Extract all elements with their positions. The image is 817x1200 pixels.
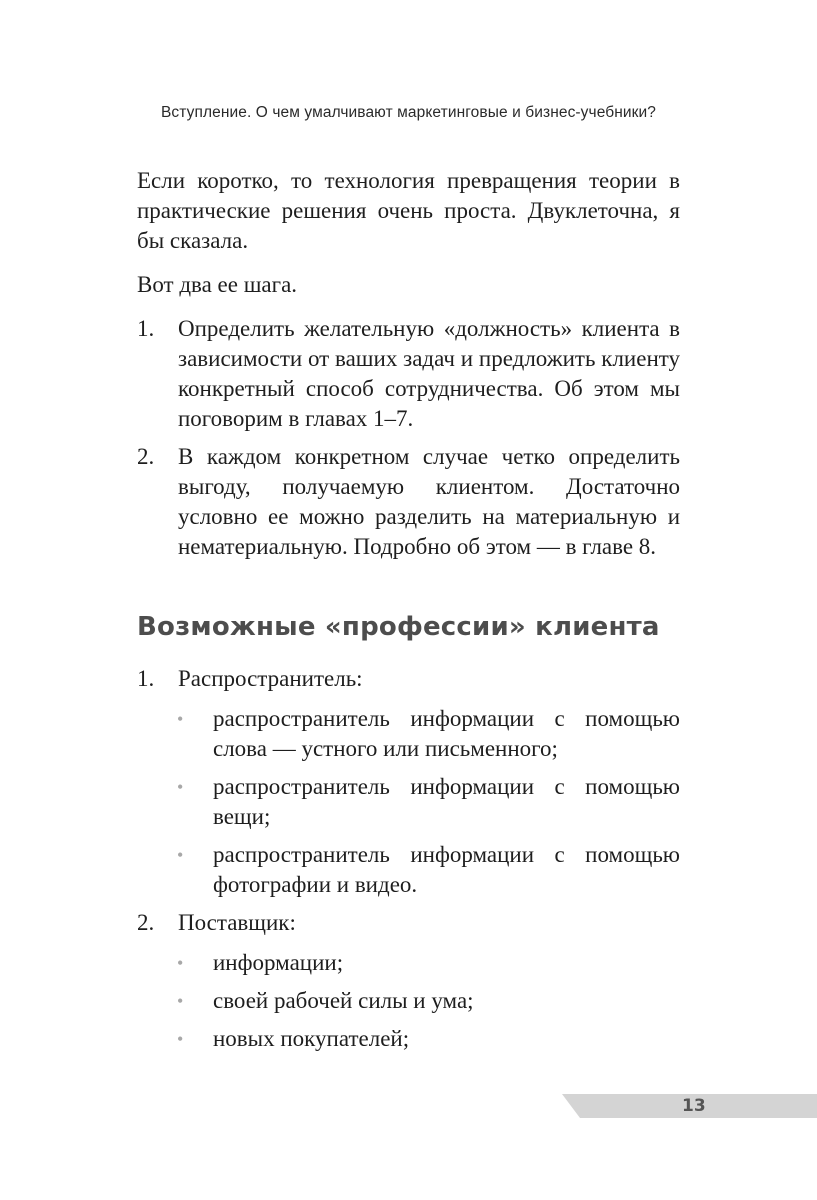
profession-number: 1. xyxy=(137,666,155,691)
bullet-dot-icon: • xyxy=(177,845,184,865)
bullet-item xyxy=(137,986,680,1016)
steps-list xyxy=(137,314,680,562)
bullet-text: распространитель информации с помощью слова — устного или письменного; xyxy=(213,706,680,761)
profession-number: 2. xyxy=(137,910,155,935)
section-heading: Возможные «профессии» клиента xyxy=(137,612,660,642)
bullet-dot-icon: • xyxy=(177,777,184,797)
step-item xyxy=(137,442,680,562)
step-item xyxy=(137,314,680,434)
bullet-item xyxy=(137,840,680,900)
bullet-text: информации; xyxy=(213,950,344,975)
bullet-item xyxy=(137,704,680,764)
bullet-list xyxy=(137,948,680,1054)
step-number: 2. xyxy=(137,444,155,469)
intro-paragraph: Если коротко, то технология превращения теории в практические решения очень проста. Двуклеточна, я бы сказала. xyxy=(137,168,680,253)
step-text: В каждом конкретном случае четко определить выгоду, получаемую клиентом. Достаточно условно ее можно разделить на материальную и нематериальную. Подробно об этом — в главе 8. xyxy=(178,444,680,559)
running-head: Вступление. О чем умалчивают маркетинговые и бизнес-учебники? xyxy=(160,104,657,121)
profession-title: Распространитель: xyxy=(178,666,363,691)
profession-title: Поставщик: xyxy=(178,910,296,935)
profession-item xyxy=(137,908,680,1054)
profession-title-row xyxy=(137,664,680,694)
steps-lead-paragraph: Вот два ее шага. xyxy=(137,272,298,297)
page-number: 13 xyxy=(682,1096,706,1116)
bullet-list xyxy=(137,704,680,900)
bullet-dot-icon: • xyxy=(177,709,184,729)
bullet-text: распространитель информации с помощью вещи; xyxy=(213,774,680,829)
bullet-dot-icon: • xyxy=(177,991,184,1011)
page-body xyxy=(137,166,680,1062)
bullet-text: распространитель информации с помощью фотографии и видео. xyxy=(213,842,680,897)
bullet-text: своей рабочей силы и ума; xyxy=(213,988,474,1013)
page-folio xyxy=(562,1094,817,1118)
bullet-dot-icon: • xyxy=(177,1029,184,1049)
professions-list xyxy=(137,664,680,1054)
profession-title-row xyxy=(137,908,680,938)
bullet-item xyxy=(137,1024,680,1054)
bullet-item xyxy=(137,948,680,978)
bullet-item xyxy=(137,772,680,832)
bullet-text: новых покупателей; xyxy=(213,1026,410,1051)
profession-item xyxy=(137,664,680,900)
step-number: 1. xyxy=(137,316,155,341)
step-text: Определить желательную «должность» клиента в зависимости от ваших задач и предложить клиенту конкретный способ сотрудничества. Об этом мы поговорим в главах 1–7. xyxy=(178,316,680,431)
bullet-dot-icon: • xyxy=(177,953,184,973)
